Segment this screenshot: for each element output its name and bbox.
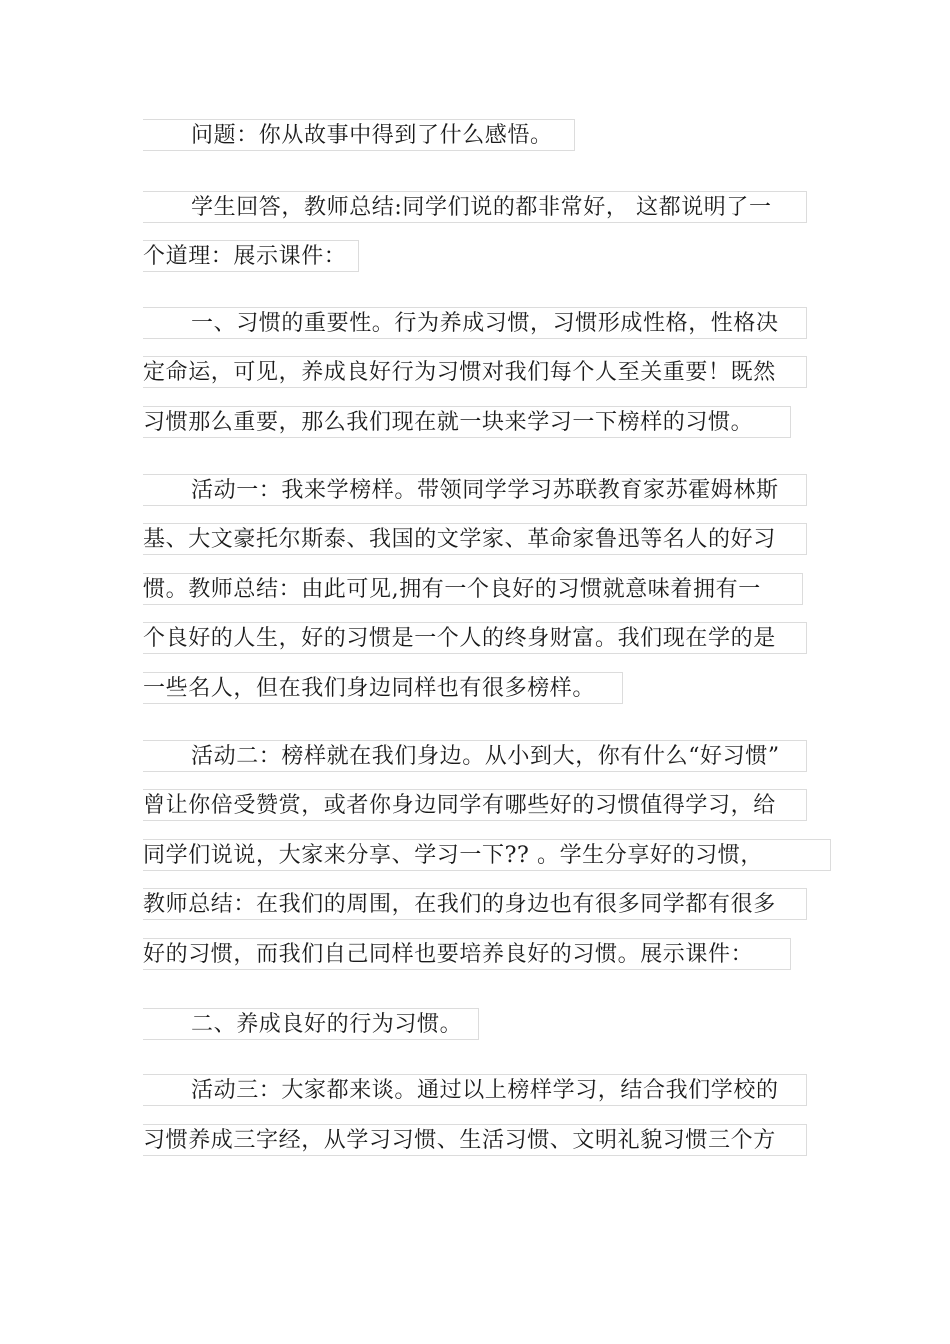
- text-line: 二、养成良好的行为习惯。: [143, 1008, 479, 1040]
- text-line: 问题：你从故事中得到了什么感悟。: [143, 119, 575, 151]
- text-line: 一、习惯的重要性。行为养成习惯，习惯形成性格，性格决: [143, 307, 807, 339]
- text-line: 习惯那么重要，那么我们现在就一块来学习一下榜样的习惯。: [143, 406, 791, 438]
- text-line: 活动一：我来学榜样。带领同学学习苏联教育家苏霍姆林斯: [143, 474, 807, 506]
- text-line: 活动三：大家都来谈。通过以上榜样学习，结合我们学校的: [143, 1074, 807, 1106]
- text-line: 同学们说说，大家来分享、学习一下?? 。学生分享好的习惯，: [143, 839, 831, 871]
- text-line: 活动二：榜样就在我们身边。从小到大，你有什么“好习惯”: [143, 740, 807, 772]
- text-line: 学生回答，教师总结:同学们说的都非常好， 这都说明了一: [143, 191, 807, 223]
- text-line: 个良好的人生，好的习惯是一个人的终身财富。我们现在学的是: [143, 622, 807, 654]
- text-line: 个道理：展示课件：: [143, 240, 359, 272]
- text-line: 好的习惯，而我们自己同样也要培养良好的习惯。展示课件：: [143, 938, 791, 970]
- text-line: 一些名人，但在我们身边同样也有很多榜样。: [143, 672, 623, 704]
- text-line: 基、大文豪托尔斯泰、我国的文学家、革命家鲁迅等名人的好习: [143, 523, 807, 555]
- text-line: 惯。教师总结：由此可见,拥有一个良好的习惯就意味着拥有一: [143, 573, 803, 605]
- text-line: 定命运，可见，养成良好行为习惯对我们每个人至关重要！既然: [143, 356, 807, 388]
- text-line: 习惯养成三字经，从学习习惯、生活习惯、文明礼貌习惯三个方: [143, 1124, 807, 1156]
- text-line: 曾让你倍受赞赏，或者你身边同学有哪些好的习惯值得学习，给: [143, 789, 807, 821]
- text-line: 教师总结：在我们的周围，在我们的身边也有很多同学都有很多: [143, 888, 807, 920]
